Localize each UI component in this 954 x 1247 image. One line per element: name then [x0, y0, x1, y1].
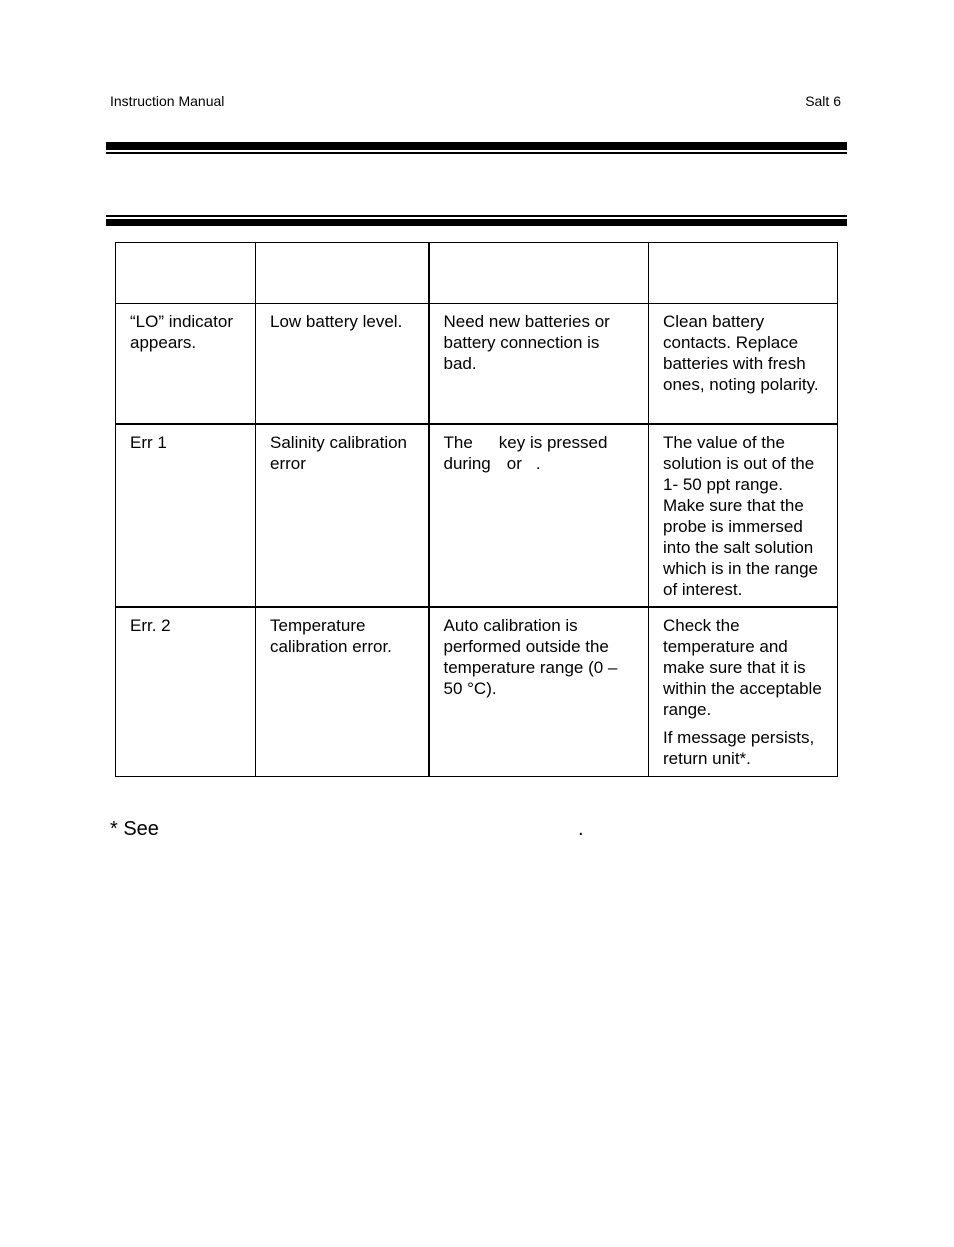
- table-row: [116, 304, 838, 425]
- cause-text: The: [443, 433, 473, 452]
- header-cell: [649, 243, 838, 304]
- header-manual-title: Instruction Manual: [110, 93, 225, 109]
- symptom-cell: Err 1: [116, 424, 256, 607]
- table-header-row: [116, 243, 838, 304]
- cause-cell: Auto calibration is performed outside the temperature range (0 – 50 °C).: [429, 607, 649, 777]
- symptom-cell: Err. 2: [116, 607, 256, 777]
- problem-cell: Low battery level.: [256, 304, 429, 425]
- symptom-cell: “LO” indicator appears.: [116, 304, 256, 425]
- header-cell: [429, 243, 649, 304]
- header-product-name: Salt 6: [805, 93, 841, 109]
- top-thick-rule: [106, 142, 847, 150]
- table-row: [116, 607, 838, 777]
- troubleshooting-table: [115, 242, 838, 777]
- second-thick-rule: [106, 219, 847, 226]
- solution-text: If message persists, return unit*.: [663, 728, 815, 768]
- cause-text: or: [506, 454, 522, 473]
- cause-text: .: [535, 454, 541, 473]
- table-row: [116, 424, 838, 607]
- solution-cell: [649, 607, 838, 777]
- solution-cell: [649, 424, 838, 607]
- solution-text: Clean battery contacts. Replace batteries with fresh ones, noting polarity.: [663, 312, 819, 394]
- solution-text: The value of the solution is out of the 1- 50 ppt range. Make sure that the probe is immersed into the salt solution which is in the range of interest.: [663, 433, 818, 599]
- header-cell: [116, 243, 256, 304]
- problem-cell: Salinity calibration error: [256, 424, 429, 607]
- solution-cell: [649, 304, 838, 425]
- cause-cell: [429, 424, 649, 607]
- cause-cell: Need new batteries or battery connection is bad.: [429, 304, 649, 425]
- footnote-end: .: [578, 818, 584, 840]
- top-thin-rule: [106, 152, 847, 154]
- solution-text: Check the temperature and make sure that it is within the acceptable range.: [663, 616, 822, 719]
- footnote: * See: [110, 818, 159, 840]
- header-cell: [256, 243, 429, 304]
- second-thin-rule: [106, 215, 847, 217]
- cause-text: key is pressed during: [443, 433, 608, 473]
- problem-cell: Temperature calibration error.: [256, 607, 429, 777]
